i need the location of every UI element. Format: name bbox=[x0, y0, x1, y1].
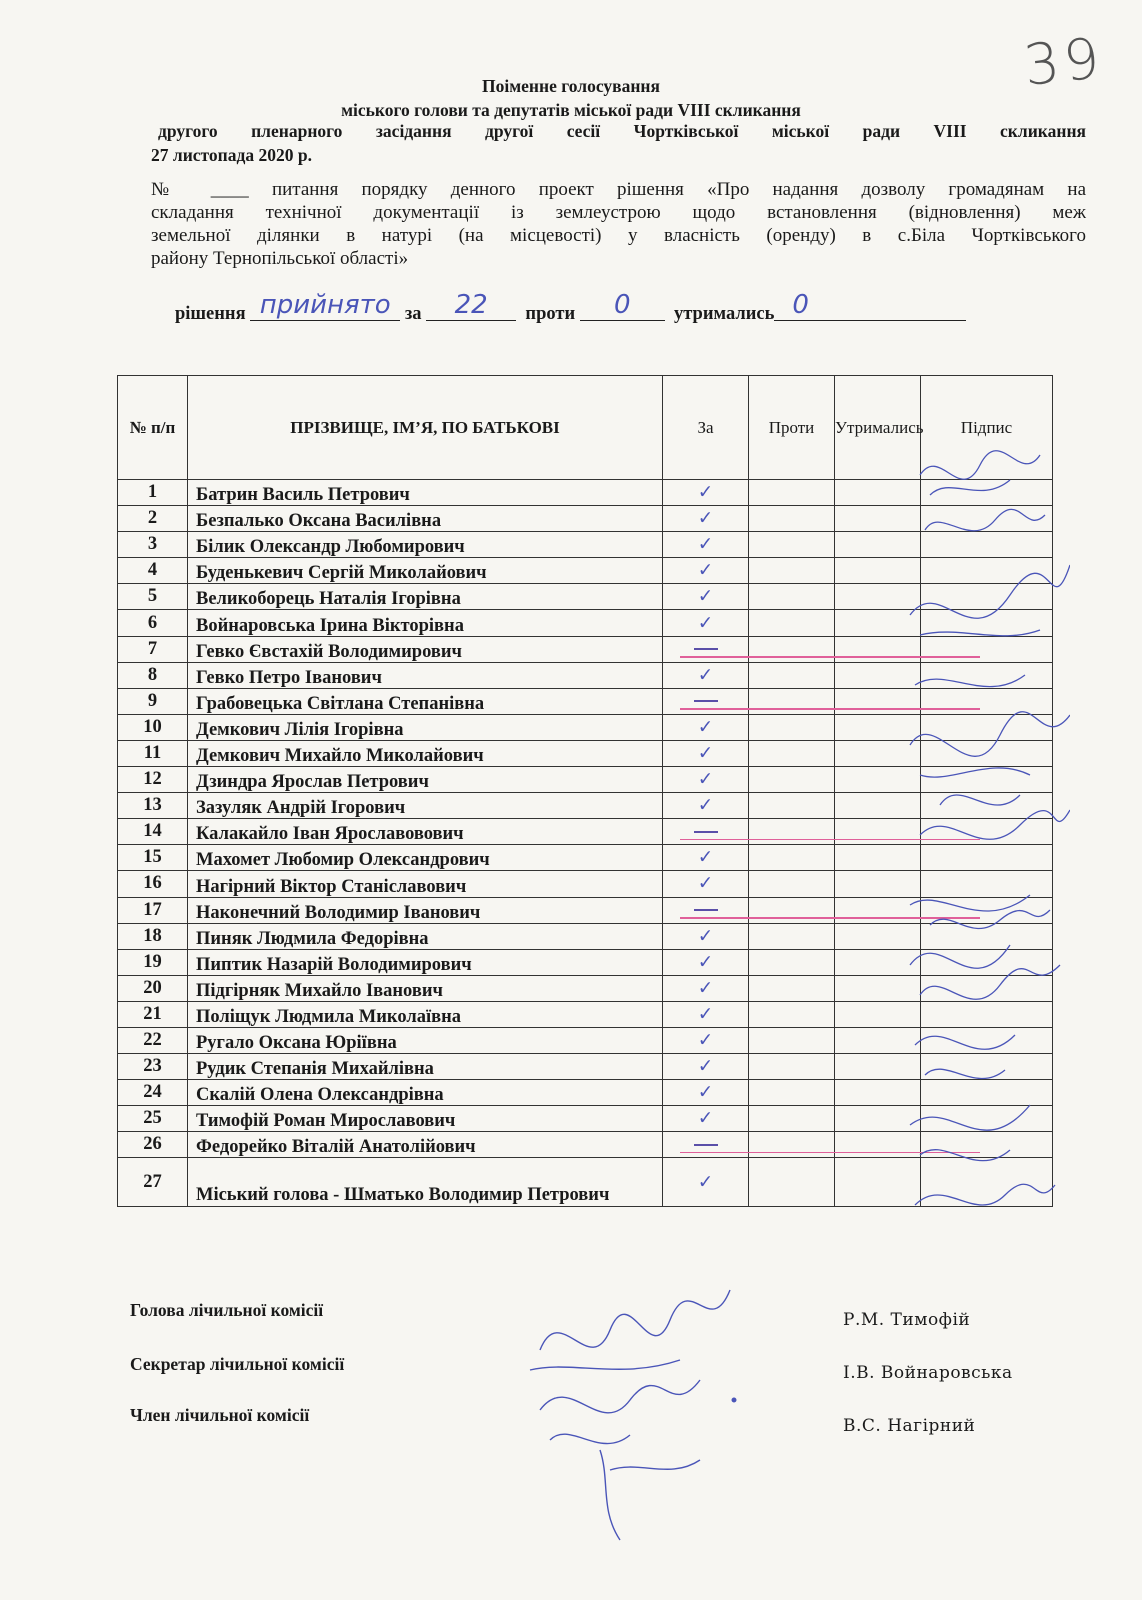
signature-cell bbox=[921, 897, 1053, 923]
row-number: 17 bbox=[118, 897, 188, 923]
session-date: 27 листопада 2020 р. bbox=[151, 145, 312, 165]
vote-against-cell bbox=[749, 506, 835, 532]
vote-abstained-cell bbox=[835, 610, 921, 636]
vote-abstained-cell bbox=[835, 584, 921, 610]
checkmark-icon: ✓ bbox=[697, 925, 714, 947]
signature-cell bbox=[921, 584, 1053, 610]
for-label: за bbox=[404, 304, 422, 324]
deputy-name: Федорейко Віталій Анатолійович bbox=[188, 1132, 663, 1158]
row-number: 23 bbox=[118, 1054, 188, 1080]
vote-for-cell bbox=[663, 767, 749, 793]
header-signature: Підпис bbox=[921, 376, 1053, 480]
row-number: 19 bbox=[118, 949, 188, 975]
table-row bbox=[118, 1054, 1053, 1080]
table-row bbox=[118, 923, 1053, 949]
header-for: За bbox=[663, 376, 749, 480]
table-row bbox=[118, 871, 1053, 897]
row-number: 22 bbox=[118, 1027, 188, 1053]
deputy-name: Гевко Петро Іванович bbox=[188, 662, 663, 688]
table-row bbox=[118, 949, 1053, 975]
dash-mark bbox=[694, 700, 718, 702]
signature-cell bbox=[921, 767, 1053, 793]
title-line-1: Поіменне голосування bbox=[482, 76, 660, 96]
row-number: 26 bbox=[118, 1132, 188, 1158]
deputy-name: Демкович Лілія Ігорівна bbox=[188, 714, 663, 740]
table-row bbox=[118, 480, 1053, 506]
vote-against-cell bbox=[749, 740, 835, 766]
row-number: 4 bbox=[118, 558, 188, 584]
deputy-name: Рудик Степанія Михайлівна bbox=[188, 1054, 663, 1080]
table-row bbox=[118, 610, 1053, 636]
row-number: 13 bbox=[118, 793, 188, 819]
dash-mark bbox=[694, 909, 718, 911]
row-number: 8 bbox=[118, 662, 188, 688]
vote-against-cell bbox=[749, 1054, 835, 1080]
deputy-name: Підгірняк Михайло Іванович bbox=[188, 975, 663, 1001]
deputy-name: Поліщук Людмила Миколаївна bbox=[188, 1001, 663, 1027]
checkmark-icon: ✓ bbox=[697, 664, 714, 686]
signature-cell bbox=[921, 845, 1053, 871]
vote-for-cell bbox=[663, 610, 749, 636]
roll-call-table bbox=[117, 375, 1053, 1207]
vote-for-cell bbox=[663, 897, 749, 923]
vote-against-cell bbox=[749, 714, 835, 740]
header-name: ПРІЗВИЩЕ, ІМ’Я, ПО БАТЬКОВІ bbox=[188, 376, 663, 480]
vote-abstained-cell bbox=[835, 793, 921, 819]
question-line: району Тернопільської області» bbox=[151, 248, 409, 269]
vote-for-cell bbox=[663, 1080, 749, 1106]
checkmark-icon: ✓ bbox=[697, 612, 714, 634]
vote-against-cell bbox=[749, 975, 835, 1001]
signature-cell bbox=[921, 506, 1053, 532]
vote-abstained-cell bbox=[835, 949, 921, 975]
vote-abstained-cell bbox=[835, 480, 921, 506]
checkmark-icon: ✓ bbox=[697, 1171, 714, 1193]
dash-mark bbox=[694, 1144, 718, 1146]
table-row bbox=[118, 558, 1053, 584]
vote-for-cell bbox=[663, 532, 749, 558]
row-number: 9 bbox=[118, 688, 188, 714]
row-number: 21 bbox=[118, 1001, 188, 1027]
decision-handwritten: прийнято bbox=[259, 290, 391, 320]
vote-for-cell bbox=[663, 1054, 749, 1080]
checkmark-icon: ✓ bbox=[697, 534, 714, 556]
row-number: 18 bbox=[118, 923, 188, 949]
vote-against-cell bbox=[749, 662, 835, 688]
row-number: 14 bbox=[118, 819, 188, 845]
vote-against-cell bbox=[749, 819, 835, 845]
table-row bbox=[118, 767, 1053, 793]
vote-abstained-cell bbox=[835, 714, 921, 740]
checkmark-icon: ✓ bbox=[697, 795, 714, 817]
signature-cell bbox=[921, 1080, 1053, 1106]
signature-cell bbox=[921, 1132, 1053, 1158]
checkmark-icon: ✓ bbox=[697, 951, 714, 973]
vote-for-cell bbox=[663, 688, 749, 714]
vote-for-cell bbox=[663, 845, 749, 871]
vote-for-cell bbox=[663, 871, 749, 897]
deputy-name: Пиптик Назарій Володимирович bbox=[188, 949, 663, 975]
strike-line bbox=[680, 708, 980, 710]
for-handwritten: 22 bbox=[454, 290, 488, 320]
decision-label: рішення bbox=[175, 304, 246, 324]
vote-for-cell bbox=[663, 558, 749, 584]
vote-abstained-cell bbox=[835, 1132, 921, 1158]
vote-abstained-cell bbox=[835, 1158, 921, 1207]
row-number: 1 bbox=[118, 480, 188, 506]
table-row bbox=[118, 1027, 1053, 1053]
question-line: № ____ питання порядку денного проект рішення «Про надання дозволу громадянам на bbox=[151, 179, 1086, 200]
vote-against-cell bbox=[749, 1158, 835, 1207]
deputy-name: Пиняк Людмила Федорівна bbox=[188, 923, 663, 949]
header-num: № п/п bbox=[118, 376, 188, 480]
row-number: 20 bbox=[118, 975, 188, 1001]
checkmark-icon: ✓ bbox=[697, 716, 714, 738]
vote-for-cell bbox=[663, 584, 749, 610]
vote-abstained-cell bbox=[835, 923, 921, 949]
checkmark-icon: ✓ bbox=[697, 560, 714, 582]
row-number: 7 bbox=[118, 636, 188, 662]
vote-against-cell bbox=[749, 1132, 835, 1158]
table-row bbox=[118, 662, 1053, 688]
deputy-name: Зазуляк Андрій Ігорович bbox=[188, 793, 663, 819]
vote-abstained-cell bbox=[835, 662, 921, 688]
signature-cell bbox=[921, 558, 1053, 584]
vote-against-cell bbox=[749, 610, 835, 636]
name-chair: Р.М. Тимофій bbox=[843, 1310, 971, 1330]
vote-abstained-cell bbox=[835, 740, 921, 766]
row-number: 27 bbox=[118, 1158, 188, 1207]
vote-against-cell bbox=[749, 1027, 835, 1053]
row-number: 10 bbox=[118, 714, 188, 740]
checkmark-icon: ✓ bbox=[697, 1056, 714, 1078]
vote-abstained-cell bbox=[835, 819, 921, 845]
vote-result bbox=[175, 290, 966, 325]
title-line-3: другого пленарного засідання другої сесії Чортківської міської ради VIII скликання bbox=[158, 121, 1086, 141]
signature-cell bbox=[921, 740, 1053, 766]
signature-cell bbox=[921, 923, 1053, 949]
table-row bbox=[118, 506, 1053, 532]
checkmark-icon: ✓ bbox=[697, 1082, 714, 1104]
signature-cell bbox=[921, 1001, 1053, 1027]
row-number: 15 bbox=[118, 845, 188, 871]
table-row bbox=[118, 1080, 1053, 1106]
vote-against-cell bbox=[749, 793, 835, 819]
vote-abstained-cell bbox=[835, 688, 921, 714]
page-number: 39 bbox=[1020, 26, 1107, 99]
table-row bbox=[118, 975, 1053, 1001]
table-row bbox=[118, 1158, 1053, 1207]
checkmark-icon: ✓ bbox=[697, 742, 714, 764]
signature-cell bbox=[921, 532, 1053, 558]
abstained-field bbox=[774, 290, 966, 321]
table-row bbox=[118, 636, 1053, 662]
signature-cell bbox=[921, 975, 1053, 1001]
abstained-handwritten: 0 bbox=[792, 290, 809, 320]
against-handwritten: 0 bbox=[613, 290, 631, 320]
vote-against-cell bbox=[749, 558, 835, 584]
strike-line bbox=[680, 917, 980, 919]
vote-abstained-cell bbox=[835, 975, 921, 1001]
table-row bbox=[118, 1106, 1053, 1132]
vote-for-cell bbox=[663, 636, 749, 662]
for-field bbox=[426, 290, 516, 321]
commission-signatures bbox=[520, 1270, 740, 1550]
vote-against-cell bbox=[749, 767, 835, 793]
deputy-name: Наконечний Володимир Іванович bbox=[188, 897, 663, 923]
deputy-name: Нагірний Віктор Станіславович bbox=[188, 871, 663, 897]
table-row bbox=[118, 793, 1053, 819]
deputy-name: Буденькевич Сергій Миколайович bbox=[188, 558, 663, 584]
strike-line bbox=[680, 839, 980, 841]
checkmark-icon: ✓ bbox=[697, 1030, 714, 1052]
deputy-name: Великоборець Наталія Ігорівна bbox=[188, 584, 663, 610]
vote-abstained-cell bbox=[835, 767, 921, 793]
row-number: 12 bbox=[118, 767, 188, 793]
dash-mark bbox=[694, 648, 718, 650]
strike-line bbox=[680, 656, 980, 658]
signature-cell bbox=[921, 610, 1053, 636]
row-number: 5 bbox=[118, 584, 188, 610]
vote-abstained-cell bbox=[835, 532, 921, 558]
checkmark-icon: ✓ bbox=[697, 508, 714, 530]
vote-for-cell bbox=[663, 1132, 749, 1158]
signature-cell bbox=[921, 871, 1053, 897]
vote-abstained-cell bbox=[835, 1106, 921, 1132]
checkmark-icon: ✓ bbox=[697, 977, 714, 999]
checkmark-icon: ✓ bbox=[697, 1108, 714, 1130]
table-header-row bbox=[118, 376, 1053, 480]
against-field bbox=[580, 290, 665, 321]
vote-against-cell bbox=[749, 1106, 835, 1132]
vote-against-cell bbox=[749, 1080, 835, 1106]
role-secretary: Секретар лічильної комісії bbox=[130, 1354, 345, 1374]
header-against: Проти bbox=[749, 376, 835, 480]
against-label: проти bbox=[525, 304, 576, 324]
vote-for-cell bbox=[663, 662, 749, 688]
vote-for-cell bbox=[663, 793, 749, 819]
table-row bbox=[118, 819, 1053, 845]
name-member: В.С. Нагірний bbox=[843, 1416, 976, 1436]
row-number: 25 bbox=[118, 1106, 188, 1132]
vote-for-cell bbox=[663, 506, 749, 532]
vote-against-cell bbox=[749, 1001, 835, 1027]
row-number: 24 bbox=[118, 1080, 188, 1106]
signature-cell bbox=[921, 1027, 1053, 1053]
vote-abstained-cell bbox=[835, 1080, 921, 1106]
checkmark-icon: ✓ bbox=[697, 482, 714, 504]
checkmark-icon: ✓ bbox=[697, 769, 714, 791]
checkmark-icon: ✓ bbox=[697, 586, 714, 608]
table-row bbox=[118, 1132, 1053, 1158]
checkmark-icon: ✓ bbox=[697, 847, 714, 869]
table-row bbox=[118, 845, 1053, 871]
signature-cell bbox=[921, 819, 1053, 845]
vote-for-cell bbox=[663, 1027, 749, 1053]
table-row bbox=[118, 1001, 1053, 1027]
vote-for-cell bbox=[663, 480, 749, 506]
deputy-name: Грабовецька Світлана Степанівна bbox=[188, 688, 663, 714]
decision-field bbox=[250, 290, 400, 321]
row-number: 16 bbox=[118, 871, 188, 897]
header-abstained: Утримались bbox=[835, 376, 921, 480]
deputy-name: Ругало Оксана Юріївна bbox=[188, 1027, 663, 1053]
deputy-name: Войнаровська Ірина Вікторівна bbox=[188, 610, 663, 636]
signature-cell bbox=[921, 688, 1053, 714]
checkmark-icon: ✓ bbox=[697, 1003, 714, 1025]
signature-cell bbox=[921, 1106, 1053, 1132]
signature-cell bbox=[921, 636, 1053, 662]
row-number: 6 bbox=[118, 610, 188, 636]
vote-for-cell bbox=[663, 1106, 749, 1132]
deputy-name: Міський голова - Шматько Володимир Петрович bbox=[188, 1158, 663, 1207]
question-line: складання технічної документації із землеустрою щодо встановлення (відновлення) меж bbox=[151, 202, 1086, 223]
vote-abstained-cell bbox=[835, 636, 921, 662]
vote-for-cell bbox=[663, 975, 749, 1001]
deputy-name: Демкович Михайло Миколайович bbox=[188, 740, 663, 766]
role-chair: Голова лічильної комісії bbox=[130, 1300, 324, 1320]
deputy-name: Дзиндра Ярослав Петрович bbox=[188, 767, 663, 793]
signature-cell bbox=[921, 793, 1053, 819]
vote-against-cell bbox=[749, 897, 835, 923]
vote-for-cell bbox=[663, 923, 749, 949]
vote-against-cell bbox=[749, 584, 835, 610]
vote-for-cell bbox=[663, 1001, 749, 1027]
deputy-name: Гевко Євстахій Володимирович bbox=[188, 636, 663, 662]
dash-mark bbox=[694, 831, 718, 833]
vote-for-cell bbox=[663, 714, 749, 740]
vote-abstained-cell bbox=[835, 506, 921, 532]
row-number: 2 bbox=[118, 506, 188, 532]
table-row bbox=[118, 688, 1053, 714]
deputy-name: Батрин Василь Петрович bbox=[188, 480, 663, 506]
deputy-name: Білик Олександр Любомирович bbox=[188, 532, 663, 558]
signature-cell bbox=[921, 480, 1053, 506]
vote-abstained-cell bbox=[835, 845, 921, 871]
signature-cell bbox=[921, 714, 1053, 740]
question-line: земельної ділянки в натурі (на місцевості) у власність (оренду) в с.Біла Чортківського bbox=[151, 225, 1086, 246]
vote-for-cell bbox=[663, 1158, 749, 1207]
vote-for-cell bbox=[663, 819, 749, 845]
vote-against-cell bbox=[749, 845, 835, 871]
agenda-question bbox=[151, 178, 1086, 270]
table-row bbox=[118, 897, 1053, 923]
vote-abstained-cell bbox=[835, 1027, 921, 1053]
vote-against-cell bbox=[749, 688, 835, 714]
vote-against-cell bbox=[749, 871, 835, 897]
table-row bbox=[118, 584, 1053, 610]
role-member: Член лічильної комісії bbox=[130, 1405, 310, 1425]
signature-cell bbox=[921, 1158, 1053, 1207]
deputy-name: Тимофій Роман Мирославович bbox=[188, 1106, 663, 1132]
vote-abstained-cell bbox=[835, 1001, 921, 1027]
vote-abstained-cell bbox=[835, 558, 921, 584]
signature-cell bbox=[921, 662, 1053, 688]
name-secretary: І.В. Войнаровська bbox=[843, 1363, 1013, 1383]
table-row bbox=[118, 714, 1053, 740]
title-line-2: міського голови та депутатів міської ради VIII скликання bbox=[341, 100, 801, 120]
vote-against-cell bbox=[749, 532, 835, 558]
deputy-name: Калакайло Іван Ярославовович bbox=[188, 819, 663, 845]
vote-against-cell bbox=[749, 923, 835, 949]
deputy-name: Безпалько Оксана Василівна bbox=[188, 506, 663, 532]
checkmark-icon: ✓ bbox=[697, 873, 714, 895]
strike-line bbox=[680, 1152, 980, 1154]
vote-abstained-cell bbox=[835, 897, 921, 923]
vote-against-cell bbox=[749, 949, 835, 975]
vote-for-cell bbox=[663, 949, 749, 975]
deputy-name: Скалій Олена Олександрівна bbox=[188, 1080, 663, 1106]
vote-against-cell bbox=[749, 636, 835, 662]
signature-cell bbox=[921, 949, 1053, 975]
vote-abstained-cell bbox=[835, 1054, 921, 1080]
signature-cell bbox=[921, 1054, 1053, 1080]
vote-for-cell bbox=[663, 740, 749, 766]
vote-against-cell bbox=[749, 480, 835, 506]
row-number: 11 bbox=[118, 740, 188, 766]
deputy-name: Махомет Любомир Олександрович bbox=[188, 845, 663, 871]
abstained-label: утримались bbox=[673, 304, 775, 324]
row-number: 3 bbox=[118, 532, 188, 558]
table-row bbox=[118, 532, 1053, 558]
vote-abstained-cell bbox=[835, 871, 921, 897]
table-row bbox=[118, 740, 1053, 766]
